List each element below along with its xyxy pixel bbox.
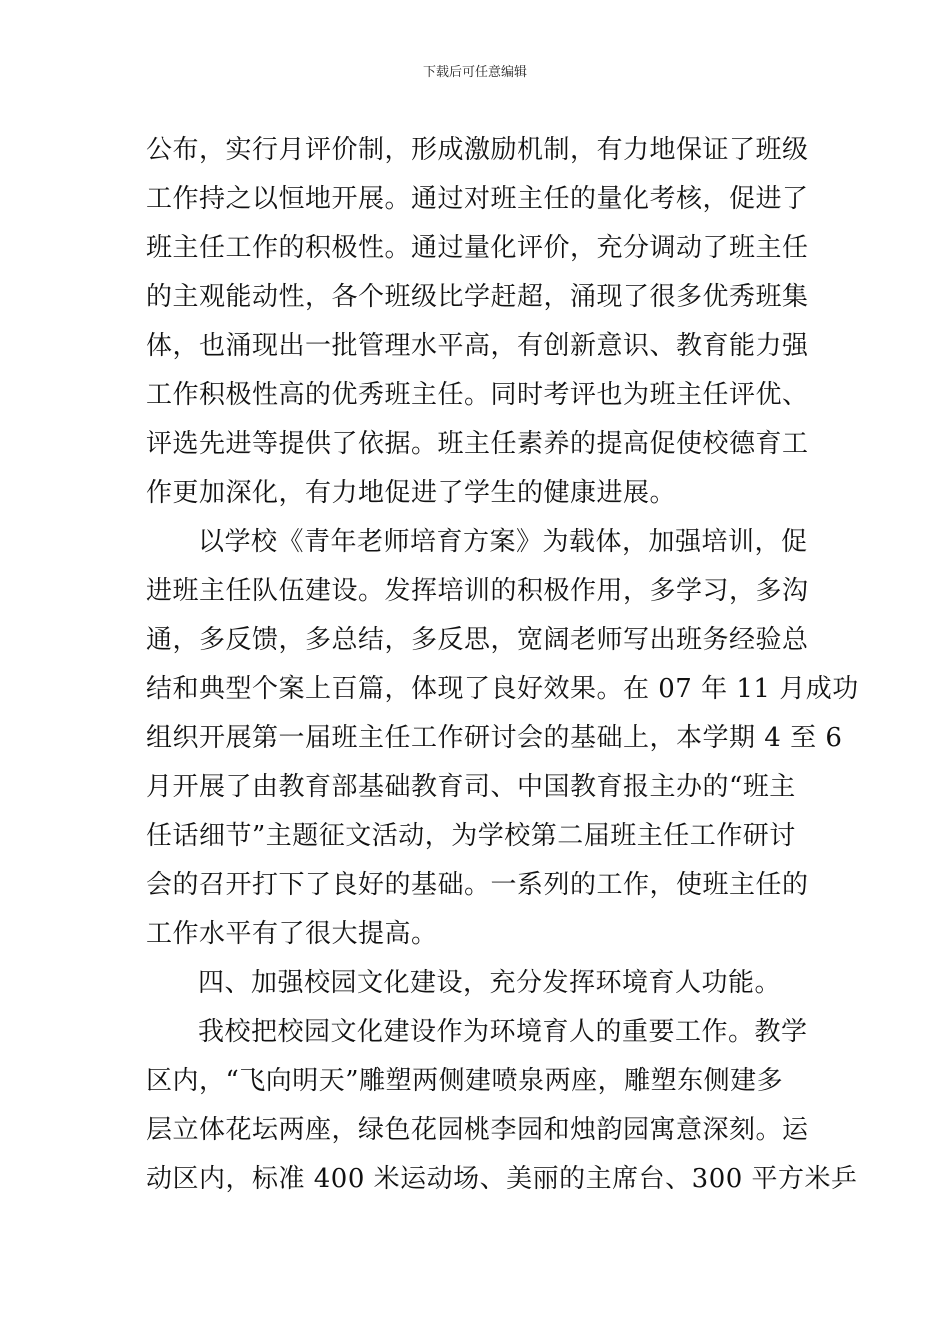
paragraph-4-line-3: 层立体花坛两座，绿色花园桃李园和烛韵园寓意深刻。运 [146,1115,809,1145]
paragraph-4-line-1: 我校把校园文化建设作为环境育人的重要工作。教学 [198,1017,808,1047]
paragraph-4-line-4: 动区内，标准 400 米运动场、美丽的主席台、300 平方米乒 [146,1164,858,1194]
paragraph-3-line-1: 四、加强校园文化建设，充分发挥环境育人功能。 [198,968,782,998]
paragraph-2-line-6: 月开展了由教育部基础教育司、中国教育报主办的“班主 [146,772,796,802]
paragraph-1-line-1: 公布，实行月评价制，形成激励机制，有力地保证了班级 [146,135,809,165]
paragraph-1-line-6: 工作积极性高的优秀班主任。同时考评也为班主任评优、 [146,380,809,410]
page-header: 下载后可任意编辑 [422,65,527,80]
paragraph-1-line-4: 的主观能动性，各个班级比学赶超，涌现了很多优秀班集 [146,282,809,312]
paragraph-2-line-4: 结和典型个案上百篇，体现了良好效果。在 07 年 11 月成功 [146,674,859,704]
document-body [146,126,859,1204]
paragraph-2-line-2: 进班主任队伍建设。发挥培训的积极作用，多学习，多沟 [146,576,809,606]
paragraph-4-line-2: 区内，“飞向明天”雕塑两侧建喷泉两座，雕塑东侧建多 [146,1066,784,1096]
paragraph-1-line-3: 班主任工作的积极性。通过量化评价，充分调动了班主任 [146,233,809,263]
paragraph-2-line-9: 工作水平有了很大提高。 [146,919,438,949]
paragraph-1-line-7: 评选先进等提供了依据。班主任素养的提高促使校德育工 [146,429,809,459]
paragraph-1-line-2: 工作持之以恒地开展。通过对班主任的量化考核，促进了 [146,184,809,214]
paragraph-2-line-1: 以学校《青年老师培育方案》为载体，加强培训，促 [198,527,808,557]
paragraph-1-line-5: 体，也涌现出一批管理水平高，有创新意识、教育能力强 [146,331,809,361]
paragraph-2-line-8: 会的召开打下了良好的基础。一系列的工作，使班主任的 [146,870,809,900]
paragraph-2-line-3: 通，多反馈，多总结，多反思，宽阔老师写出班务经验总 [146,625,809,655]
paragraph-2-line-7: 任话细节”主题征文活动，为学校第二届班主任工作研讨 [146,821,796,851]
paragraph-2-line-5: 组织开展第一届班主任工作研讨会的基础上，本学期 4 至 6 [146,723,843,753]
paragraph-1-line-8: 作更加深化，有力地促进了学生的健康进展。 [146,478,677,508]
